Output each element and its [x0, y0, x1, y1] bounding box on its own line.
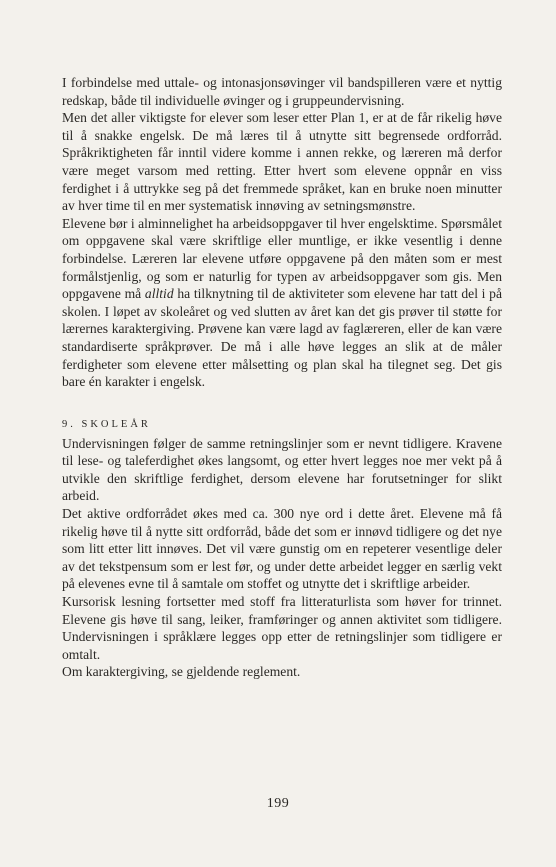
assignments-text-start: Elevene bør i alminnelighet ha arbeidsoppgaver til hver engelsktime. Spørsmålet om oppgavene skal være skriftlige eller muntlige, er ikke vesentlig i denne forbindelse. Læreren lar elevene utføre oppgavene på den måten som er mest formålstjenlig, og som er naturlig for typen av arbeidsoppgaver som gis. Men oppgavene må — [62, 215, 502, 302]
section-heading-9-skolear: 9. SKOLEÅR — [62, 418, 151, 430]
paragraph-tape-recorder: I forbindelse med uttale- og intonasjonsøvinger vil bandspilleren være et nyttig redskap, både til individuelle øvinger og i gruppeundervisning. — [62, 75, 502, 108]
paragraph-assignments — [62, 215, 502, 391]
paragraph-speaking-practice: Men det aller viktigste for elever som leser etter Plan 1, er at de får rikelig høve til å snakke engelsk. De må læres til å utnytte sitt begrensede ordforråd. Språkriktigheten får inntil videre komme i annen rekke, og læreren må derfor være meget varsom med retting. Etter hvert som elevene oppnår en viss ferdighet i å uttrykke seg på det fremmede språket, kan en bruke noen minutter av hver time til en mer systematisk innøving av setningsmønstre. — [62, 110, 502, 214]
section-paragraph-vocabulary: Det aktive ordforrådet økes med ca. 300 nye ord i dette året. Elevene må få rikelig høve til å nytte sitt ordforråd, både det som er innøvd tidligere og det nye som litt etter litt innøves. Det vil være gunstig om en repeterer vesentlige deler av det tekstpensum som er lest før, og under dette arbeidet legger en særlig vekt på elevenes evne til å samtale om stoffet og utnytte det i skriftlige arbeider. — [62, 506, 502, 592]
section-paragraph-reading: Kursorisk lesning fortsetter med stoff fra litteraturlista som høver for trinnet. Elevene gis høve til sang, leiker, framføringer og annen aktivitet som tidligere. Undervisningen i språklære legges opp etter de retningslinjer som tidligere er omtalt. — [62, 594, 502, 662]
page-body — [62, 74, 502, 681]
section-paragraph-grading: Om karaktergiving, se gjeldende reglement. — [62, 664, 301, 680]
assignments-text-end: ha tilknytning til de aktiviteter som elevene har tatt del i på skolen. I løpet av skoleåret og ved slutten av året kan det gis prøver til støtte for lærernes karaktergiving. Prøvene kan være lagd av faglæreren, eller de kan være standardiserte språkprøver. De må i alle høve legges an slik at de måler ferdigheter som elevene etter målsetting og plan skal ha tilegnet seg. Det gis bare én karakter i engelsk. — [62, 286, 502, 390]
page-number: 199 — [266, 796, 290, 811]
section-paragraph-guidelines: Undervisningen følger de samme retningslinjer som er nevnt tidligere. Kravene til lese- og taleferdighet økes langsomt, og etter hvert legges noe mer vekt på å utvikle den skriftlige ferdighet, dersom elevene har forutsetninger for slikt arbeid. — [62, 435, 502, 504]
assignments-italic-word: alltid — [144, 286, 174, 302]
